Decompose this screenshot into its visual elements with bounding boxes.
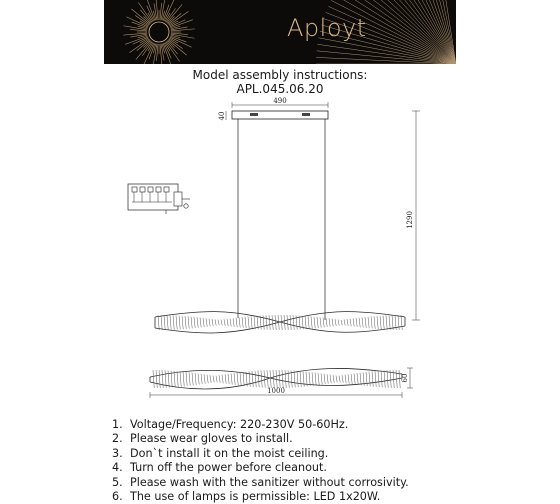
crystal-hatch [161,315,162,330]
crystal-hatch [381,371,382,388]
crystal-hatch [221,320,222,326]
document-title: Model assembly instructions: [192,68,368,82]
lamp-front-view [155,312,405,333]
crystal-hatch [362,317,363,327]
crystal-hatch [377,316,378,329]
crystal-hatch [357,373,358,385]
crystal-hatch [359,318,360,328]
crystal-hatch [174,371,175,387]
crystal-hatch [392,315,393,330]
brand-banner [104,0,456,64]
crystal-hatch [272,315,273,330]
crystal-hatch [159,370,160,388]
crystal-hatch [213,376,214,383]
crystal-hatch [354,373,355,384]
crystal-hatch [222,375,223,384]
crystal-hatch [314,317,315,328]
dim-lamp-height: 60 [401,373,409,383]
model-number: APL.045.06.20 [236,82,324,96]
crystal-hatch [251,316,252,328]
crystal-hatch [219,375,220,383]
crystal-hatch [212,319,213,326]
crystal-hatch [386,315,387,329]
crystal-hatch [240,372,241,385]
crystal-hatch [339,376,340,383]
crystal-hatch [369,372,370,387]
crystal-hatch [374,316,375,329]
crystal-hatch [389,315,390,329]
sun-ray [168,40,186,55]
crystal-hatch [233,318,234,327]
crystal-hatch [323,318,324,328]
crystal-hatch [183,372,184,387]
crystal-hatch [297,371,298,387]
crystal-hatch [317,317,318,328]
crystal-hatch [176,316,177,330]
crystal-hatch [245,317,246,328]
crystal-hatch [180,371,181,386]
crystal-hatch [207,375,208,384]
dim-width-top: 490 [273,97,287,105]
crystal-hatch [305,316,306,329]
sun-ray [136,41,151,59]
crystal-hatch [182,316,183,329]
dim-width-bottom: 1000 [267,387,285,395]
list-item: 3. Don`t install it on the moist ceiling. [112,446,329,460]
crystal-hatch [231,373,232,384]
crystal-hatch [173,315,174,329]
crystal-hatch [224,319,225,326]
crystal-hatch [282,370,283,388]
crystal-hatch [210,375,211,383]
crystal-hatch [270,370,271,388]
crystal-hatch [293,315,294,329]
crystal-hatch [380,316,381,329]
crystal-hatch [209,319,210,327]
crystal-hatch [164,315,165,330]
crystal-hatch [356,318,357,327]
crystal-hatch [384,370,385,387]
crystal-hatch [252,371,253,387]
crystal-hatch [170,315,171,330]
crystal-hatch [320,317,321,327]
sun-ray [167,4,182,22]
crystal-hatch [188,316,189,328]
crystal-hatch [234,373,235,385]
crystal-hatch [237,373,238,386]
crystal-hatch [311,316,312,328]
crystal-hatch [227,319,228,326]
crystal-hatch [372,371,373,386]
crystal-hatch [401,315,402,330]
sun-circle [149,22,169,42]
crystal-hatch [177,371,178,387]
crystal-hatch [153,370,154,388]
crystal-hatch [191,317,192,329]
crystal-hatch [294,371,295,388]
crystal-hatch [338,319,339,325]
sun-ray [317,51,456,64]
crystal-hatch [312,372,313,385]
crystal-hatch [330,375,331,384]
crystal-hatch [371,316,372,328]
crystal-hatch [290,315,291,330]
crystal-hatch [351,374,352,384]
list-item: 6. The use of lamps is permissible: LED 1x20W. [112,490,381,504]
crystal-hatch [215,319,216,325]
crystal-hatch [264,370,265,387]
crystal-hatch [285,370,286,388]
crystal-hatch [308,316,309,329]
crystal-hatch [230,319,231,327]
crystal-hatch [378,371,379,387]
crystal-hatch [185,316,186,329]
crystal-hatch [192,373,193,386]
crystal-hatch [276,370,277,388]
crystal-hatch [255,371,256,387]
crystal-hatch [195,373,196,385]
crystal-hatch [236,318,237,327]
crystal-hatch [336,376,337,383]
crystal-hatch [368,317,369,328]
crystal-hatch [344,319,345,325]
crystal-hatch [299,316,300,330]
list-item: 1. Voltage/Frequency: 220-230V 50-60Hz. [112,418,349,431]
crystal-hatch [309,372,310,386]
ceiling-canopy [232,111,328,119]
crystal-hatch [225,374,226,383]
instructions-list [112,418,409,504]
crystal-hatch [156,370,157,388]
crystal-hatch [321,373,322,384]
crystal-hatch [383,316,384,330]
crystal-hatch [287,315,288,330]
crystal-hatch [375,371,376,387]
crystal-hatch [360,373,361,386]
crystal-hatch [167,315,168,330]
crystal-hatch [198,373,199,384]
crystal-hatch [387,370,388,387]
crystal-hatch [284,315,285,330]
crystal-hatch [329,318,330,326]
crystal-hatch [335,319,336,326]
crystal-hatch [398,315,399,330]
brand-logo: Aployt [287,14,367,42]
crystal-hatch [200,318,201,328]
crystal-hatch [243,372,244,386]
sun-ray [316,57,456,64]
crystal-hatch [204,374,205,383]
crystal-hatch [179,316,180,330]
dim-canopy-height: 40 [218,111,226,121]
crystal-hatch [345,375,346,384]
wiring-block-icon [128,184,190,214]
list-item: 2. Please wear gloves to install. [112,432,293,446]
crystal-hatch [350,319,351,326]
crystal-hatch [300,371,301,387]
lamp-top-view [150,368,402,389]
crystal-hatch [318,373,319,385]
dim-total-height: 1290 [406,211,414,229]
crystal-hatch [327,374,328,383]
crystal-hatch [158,315,159,330]
crystal-hatch [206,318,207,326]
technical-drawing [120,96,440,402]
crystal-hatch [194,317,195,328]
crystal-hatch [333,375,334,383]
crystal-hatch [168,370,169,387]
crystal-hatch [275,315,276,330]
crystal-hatch [248,317,249,329]
sun-ray [359,0,456,64]
crystal-hatch [186,372,187,386]
crystal-hatch [254,316,255,329]
crystal-hatch [258,371,259,388]
sun-ray [131,9,149,24]
crystal-hatch [342,375,343,383]
crystal-hatch [366,372,367,386]
crystal-hatch [326,318,327,327]
crystal-hatch [242,317,243,328]
crystal-hatch [266,315,267,329]
crystal-hatch [228,374,229,384]
crystal-hatch [197,317,198,327]
crystal-hatch [348,374,349,383]
crystal-hatch [332,319,333,326]
canopy-screw [302,113,310,116]
crystal-hatch [341,320,342,325]
canopy-screw [250,113,258,116]
crystal-hatch [324,374,325,384]
crystal-hatch [347,319,348,326]
crystal-hatch [269,315,270,330]
list-item: 5. Please wash with the sanitizer without corrosivity. [112,475,409,489]
crystal-hatch [261,370,262,387]
crystal-hatch [239,317,240,327]
crystal-hatch [189,372,190,385]
crystal-hatch [279,370,280,388]
crystal-hatch [353,318,354,326]
list-item: 4. Turn off the power before cleanout. [112,461,327,475]
crystal-hatch [246,372,247,387]
crystal-hatch [365,317,366,328]
crystal-hatch [203,318,204,327]
crystal-hatch [218,320,219,326]
crystal-hatch [201,374,202,384]
sun-rays-decoration [104,0,456,64]
crystal-hatch [216,376,217,383]
crystal-hatch [315,373,316,386]
